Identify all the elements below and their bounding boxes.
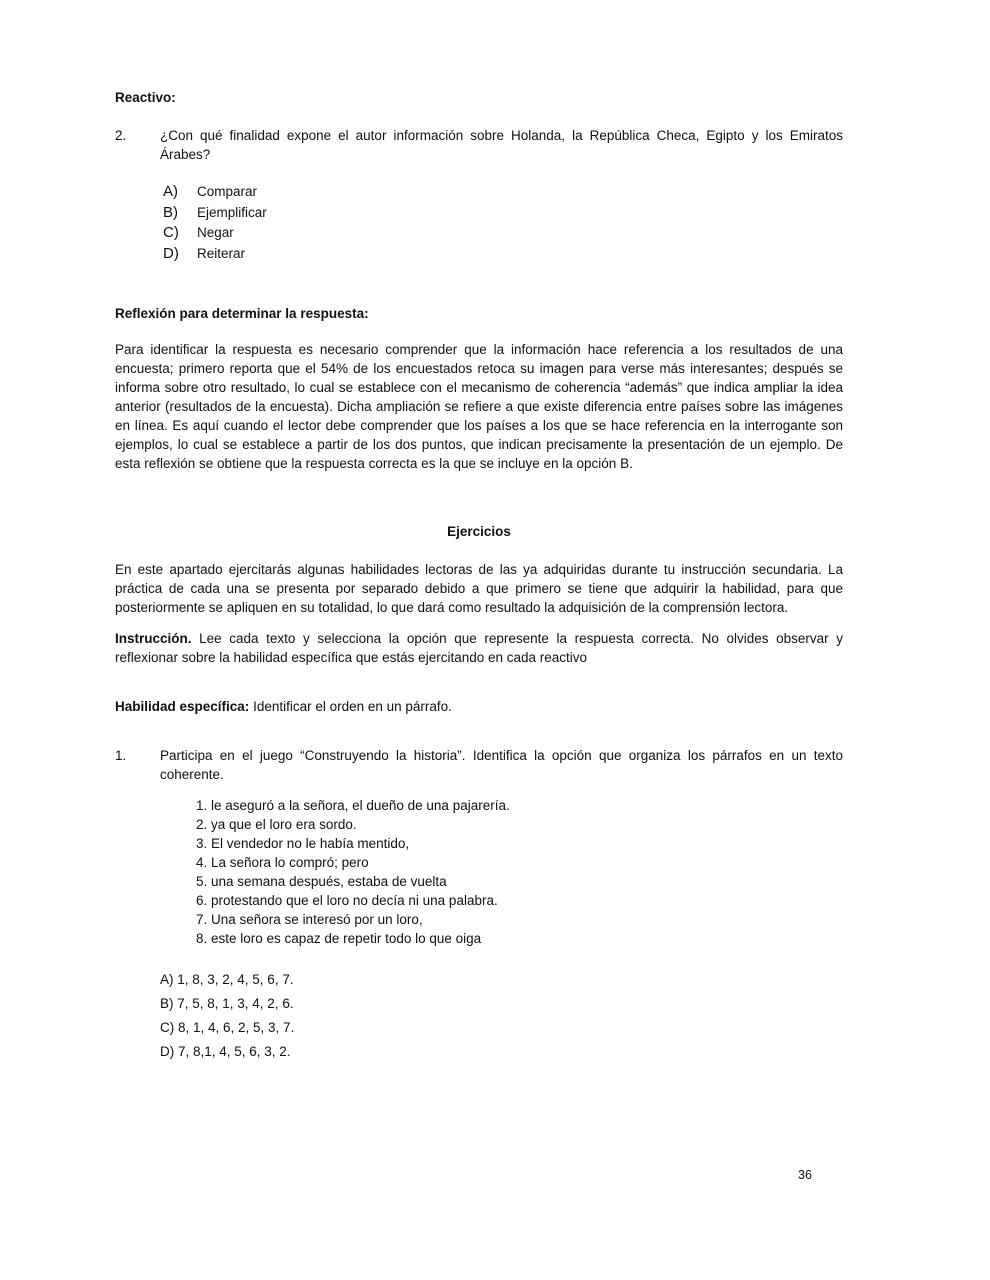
sentence-1: 1. le aseguró a la señora, el dueño de una pajarería.: [196, 798, 510, 813]
option-c-text: Negar: [197, 225, 234, 240]
habilidad-label: Habilidad específica:: [115, 699, 250, 714]
page-number: 36: [798, 1168, 812, 1182]
exercise-1: [115, 746, 843, 784]
option-a-letter: A): [163, 183, 178, 200]
answer-c: C) 8, 1, 4, 6, 2, 5, 3, 7.: [160, 1020, 295, 1035]
reflexion-body: Para identificar la respuesta es necesario comprender que la información hace referencia a los resultados de una encuesta; primero reporta que el 54% de los encuestados retoca su imagen para verse más interesantes; después se informa sobre otro resultado, lo cual se establece con el mecanismo de coherencia “además” que indica ampliar la idea anterior (resultados de la encuesta). Dicha ampliación se refiere a que existe diferencia entre países sobre las imágenes en línea. Es aquí cuando el lector debe comprender que los países a los que se hace referencia en la interrogante son ejemplos, lo cual se establece a partir de los dos puntos, que indican precisamente la presentación de un ejemplo. De esta reflexión se obtiene que la respuesta correcta es la que se incluye en la opción B.: [115, 342, 843, 471]
reactivo-heading: Reactivo:: [115, 90, 176, 105]
habilidad-paragraph: [115, 697, 843, 716]
option-d: [163, 244, 843, 265]
question-2: [115, 126, 843, 164]
option-c: [163, 223, 843, 244]
sentence-8: 8. este loro es capaz de repetir todo lo que oiga: [196, 931, 482, 946]
answer-d: D) 7, 8,1, 4, 5, 6, 3, 2.: [160, 1044, 291, 1059]
exercise-number: 1.: [115, 748, 127, 763]
sentence-list: [196, 796, 843, 948]
question-number: 2.: [115, 128, 127, 143]
sentence-2: 2. ya que el loro era sordo.: [196, 817, 357, 832]
reflexion-heading: Reflexión para determinar la respuesta:: [115, 306, 369, 321]
habilidad-text: Identificar el orden en un párrafo.: [253, 699, 452, 714]
instruccion-text: Lee cada texto y selecciona la opción que represente la respuesta correcta. No olvides observar y reflexionar sobre la habilidad específica que estás ejercitando en cada reactivo: [115, 631, 843, 665]
instruccion-paragraph: [115, 629, 843, 667]
question-text: ¿Con qué finalidad expone el autor información sobre Holanda, la República Checa, Egipto y los Emiratos Árabes?: [160, 128, 843, 162]
sentence-5: 5. una semana después, estaba de vuelta: [196, 874, 447, 889]
options-list: [115, 182, 843, 264]
option-d-text: Reiterar: [197, 245, 246, 261]
option-b: [163, 203, 843, 224]
option-a: [163, 182, 843, 203]
option-a-text: Comparar: [197, 184, 258, 199]
ejercicios-intro: En este apartado ejercitarás algunas habilidades lectoras de las ya adquiridas durante tu instrucción secundaria. La práctica de cada una se presenta por separado debido a que primero se tiene que adquirir la habilidad, para que posteriormente se apliquen en su totalidad, lo que dará como resultado la adquisición de la comprensión lectora.: [115, 562, 843, 615]
option-d-letter: D): [163, 244, 179, 262]
instruccion-label: Instrucción.: [115, 631, 192, 646]
sentence-3: 3. El vendedor no le había mentido,: [196, 836, 410, 851]
ejercicios-heading: Ejercicios: [447, 524, 511, 539]
exercise-prompt: Participa en el juego “Construyendo la historia”. Identifica la opción que organiza los párrafos en un texto coherente.: [160, 748, 843, 782]
option-c-letter: C): [163, 224, 179, 241]
sentence-4: 4. La señora lo compró; pero: [196, 855, 369, 870]
option-b-text: Ejemplificar: [197, 204, 267, 220]
option-b-letter: B): [163, 203, 178, 221]
answer-b: B) 7, 5, 8, 1, 3, 4, 2, 6.: [160, 996, 294, 1011]
answer-list: [160, 970, 843, 1061]
answer-a: A) 1, 8, 3, 2, 4, 5, 6, 7.: [160, 972, 294, 987]
sentence-7: 7. Una señora se interesó por un loro,: [196, 912, 423, 927]
sentence-6: 6. protestando que el loro no decía ni una palabra.: [196, 893, 498, 908]
